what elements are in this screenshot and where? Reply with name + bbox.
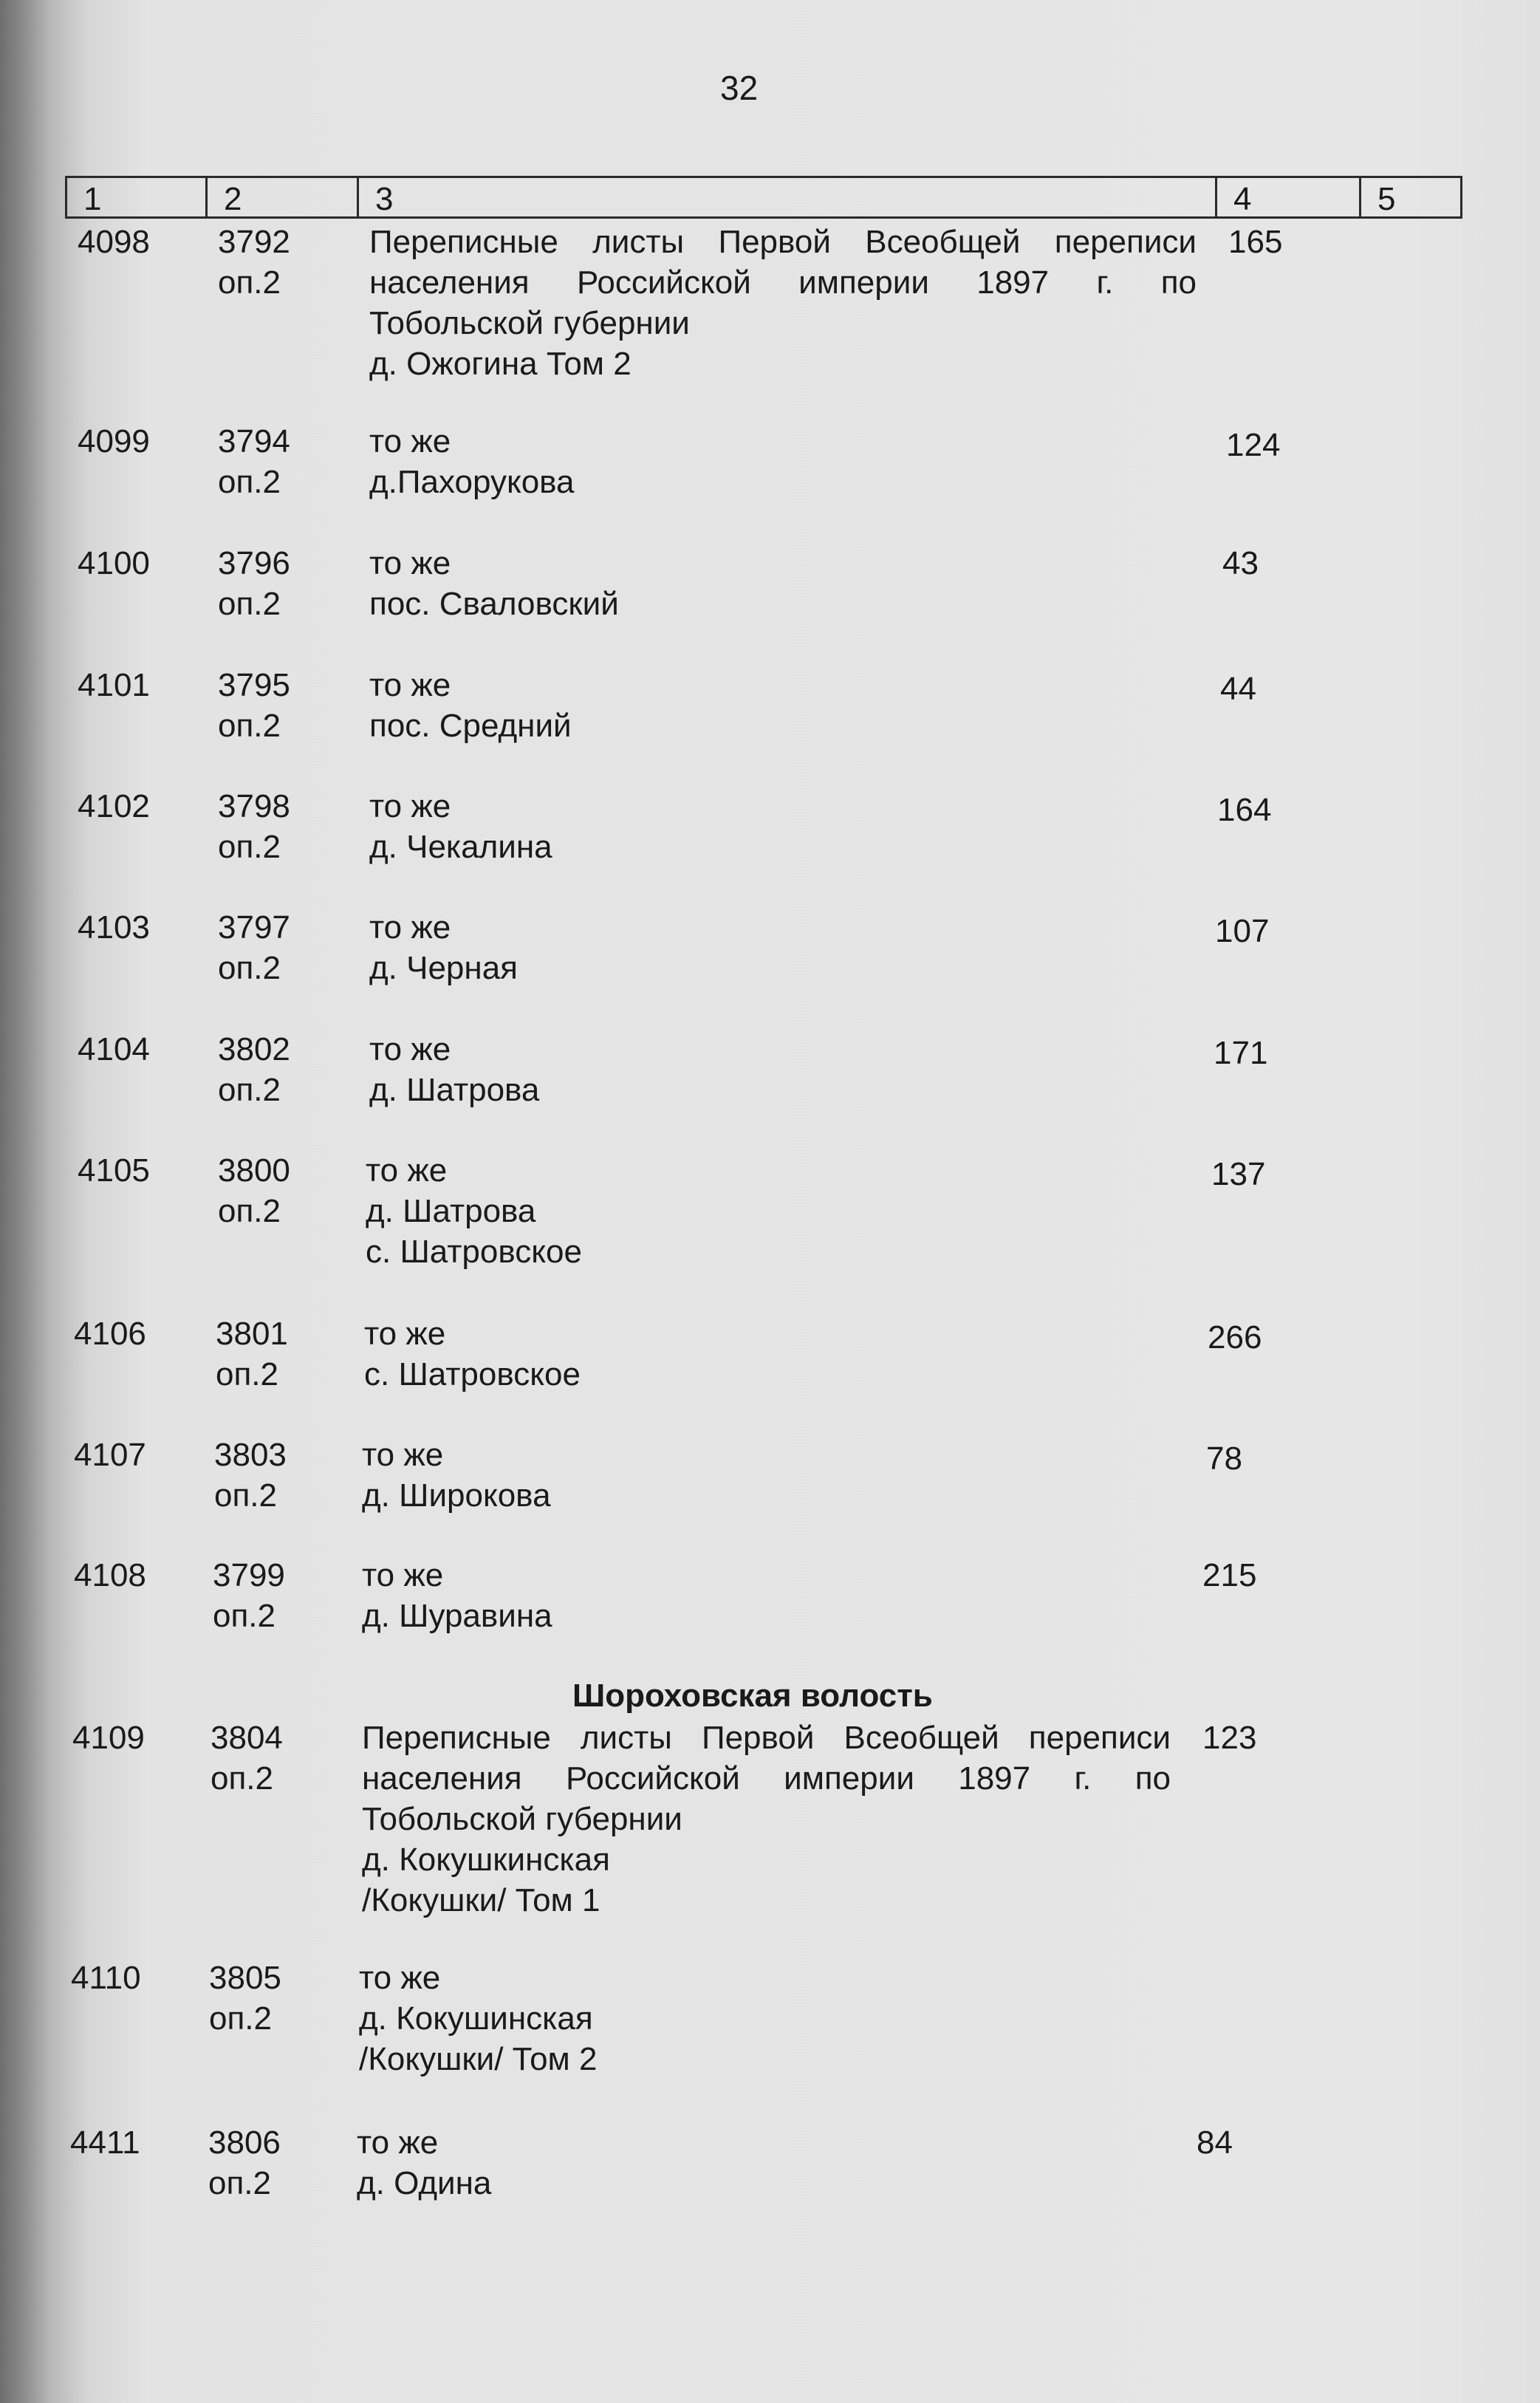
row-count: 84 — [1197, 2125, 1233, 2161]
description-line: д. Ожогина Том 2 — [369, 346, 632, 382]
fund-number: 3792 — [218, 224, 290, 260]
row-fund — [216, 1313, 334, 1395]
row-description — [362, 1555, 1197, 1636]
row-description — [369, 665, 1204, 746]
row-fund — [218, 222, 336, 303]
fund-inventory: оп.2 — [213, 1598, 276, 1634]
row-number: 4102 — [78, 788, 150, 824]
description-line: пос. Средний — [369, 708, 572, 744]
header-col-1: 1 — [67, 178, 208, 216]
description-line: д. Черная — [369, 950, 518, 986]
fund-inventory: оп.2 — [214, 1477, 277, 1514]
description-line: то же — [362, 1437, 444, 1473]
page-number: 32 — [720, 69, 759, 107]
fund-number: 3802 — [218, 1031, 290, 1067]
row-description — [369, 786, 1204, 867]
fund-number: 3795 — [218, 667, 290, 703]
description-line: д. Широкова — [362, 1477, 551, 1514]
description-line: то же — [359, 1960, 441, 1996]
fund-inventory: оп.2 — [209, 2000, 272, 2037]
fund-number: 3798 — [218, 788, 290, 824]
row-fund — [218, 1150, 336, 1231]
table-header — [65, 176, 1462, 219]
row-description — [369, 907, 1204, 988]
fund-number: 3797 — [218, 909, 290, 946]
row-fund — [218, 907, 336, 988]
fund-inventory: оп.2 — [211, 1760, 273, 1797]
fund-inventory: оп.2 — [218, 1072, 281, 1108]
row-number: 4103 — [78, 909, 150, 946]
description-line: то же — [369, 788, 451, 824]
row-description — [364, 1313, 1199, 1395]
fund-inventory: оп.2 — [218, 264, 281, 301]
description-line: с. Шатровское — [366, 1234, 582, 1270]
description-line: д. Шуравина — [362, 1598, 552, 1634]
fund-inventory: оп.2 — [216, 1356, 278, 1392]
fund-number: 3801 — [216, 1316, 288, 1352]
row-number: 4101 — [78, 667, 150, 703]
row-number: 4105 — [78, 1152, 150, 1189]
row-number: 4110 — [71, 1960, 141, 1996]
row-description — [362, 1717, 1171, 1921]
fund-inventory: оп.2 — [218, 586, 281, 622]
description-line: Тобольской губернии — [369, 305, 690, 341]
description-line: д. Кокушинская — [359, 2000, 593, 2037]
description-line: то же — [369, 545, 451, 581]
description-line: то же — [364, 1316, 446, 1352]
fund-inventory: оп.2 — [208, 2165, 271, 2201]
description-line: Тобольской губернии — [362, 1801, 682, 1837]
description-line: то же — [366, 1152, 448, 1189]
description-line: населения Российской империи 1897 г. по — [362, 1760, 1171, 1797]
row-count: 137 — [1211, 1156, 1266, 1192]
row-number: 4107 — [74, 1437, 146, 1473]
row-fund — [208, 2122, 326, 2204]
fund-inventory: оп.2 — [218, 950, 281, 986]
fund-inventory: оп.2 — [218, 708, 281, 744]
row-count: 123 — [1202, 1720, 1257, 1756]
description-line: Переписные листы Первой Всеобщей переписи — [369, 224, 1197, 260]
fund-inventory: оп.2 — [218, 829, 281, 865]
description-line: д. Одина — [357, 2165, 492, 2201]
row-fund — [213, 1555, 331, 1636]
fund-inventory: оп.2 — [218, 1193, 281, 1229]
row-count: 165 — [1228, 224, 1283, 260]
row-number: 4106 — [74, 1316, 146, 1352]
row-count: 43 — [1222, 545, 1259, 581]
header-col-3: 3 — [359, 178, 1217, 216]
row-count: 171 — [1214, 1035, 1268, 1071]
description-line: то же — [369, 667, 451, 703]
description-line: то же — [362, 1557, 444, 1593]
description-line: /Кокушки/ Том 2 — [359, 2041, 598, 2077]
row-number: 4108 — [74, 1557, 146, 1593]
row-description — [362, 1435, 1197, 1516]
row-number: 4411 — [70, 2125, 140, 2161]
row-count: 44 — [1220, 671, 1256, 707]
row-count: 78 — [1206, 1440, 1242, 1477]
description-line: пос. Сваловский — [369, 586, 619, 622]
row-fund — [211, 1717, 329, 1799]
row-number: 4100 — [78, 545, 150, 581]
row-fund — [218, 543, 336, 624]
row-description — [366, 1150, 1200, 1272]
row-fund — [218, 786, 336, 867]
section-heading: Шороховская волость — [572, 1678, 933, 1714]
row-number: 4109 — [72, 1720, 145, 1756]
fund-inventory: оп.2 — [218, 464, 281, 500]
row-description — [359, 1958, 1194, 2079]
row-number: 4099 — [78, 423, 150, 459]
row-description — [369, 1029, 1204, 1110]
row-fund — [218, 421, 336, 502]
row-count: 215 — [1202, 1557, 1257, 1593]
row-description — [369, 421, 1204, 502]
description-line: д.Пахорукова — [369, 464, 575, 500]
description-line: Переписные листы Первой Всеобщей переписи — [362, 1720, 1171, 1756]
row-count: 164 — [1217, 792, 1272, 828]
row-fund — [209, 1958, 327, 2039]
description-line: то же — [357, 2125, 439, 2161]
description-line: д. Шатрова — [369, 1072, 540, 1108]
row-count: 107 — [1215, 913, 1270, 949]
row-description — [369, 543, 1204, 624]
description-line: то же — [369, 423, 451, 459]
fund-number: 3796 — [218, 545, 290, 581]
description-line: населения Российской империи 1897 г. по — [369, 264, 1197, 301]
header-col-2: 2 — [208, 178, 359, 216]
row-fund — [214, 1435, 332, 1516]
description-line: то же — [369, 1031, 451, 1067]
row-count: 266 — [1208, 1319, 1262, 1356]
fund-number: 3799 — [213, 1557, 285, 1593]
row-description — [357, 2122, 1191, 2204]
header-col-4: 4 — [1217, 178, 1361, 216]
fund-number: 3806 — [208, 2125, 281, 2161]
row-number: 4098 — [78, 224, 150, 260]
fund-number: 3804 — [211, 1720, 283, 1756]
row-description — [369, 222, 1197, 384]
description-line: с. Шатровское — [364, 1356, 581, 1392]
row-fund — [218, 665, 336, 746]
row-fund — [218, 1029, 336, 1110]
description-line: д. Шатрова — [366, 1193, 536, 1229]
header-col-5: 5 — [1378, 181, 1396, 217]
fund-number: 3800 — [218, 1152, 290, 1189]
fund-number: 3794 — [218, 423, 290, 459]
description-line: д. Кокушкинская — [362, 1842, 610, 1878]
row-count: 124 — [1226, 427, 1281, 463]
description-line: то же — [369, 909, 451, 946]
row-number: 4104 — [78, 1031, 150, 1067]
description-line: /Кокушки/ Том 1 — [362, 1882, 600, 1918]
description-line: д. Чекалина — [369, 829, 552, 865]
fund-number: 3805 — [209, 1960, 281, 1996]
fund-number: 3803 — [214, 1437, 287, 1473]
